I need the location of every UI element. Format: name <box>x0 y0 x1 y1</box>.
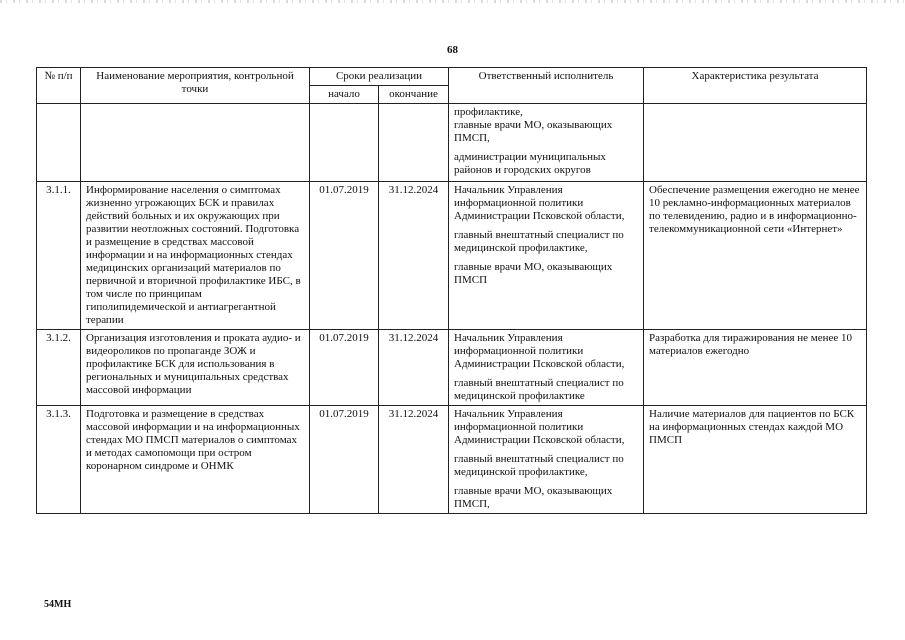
cell-name: Информирование населения о симптомах жизненно угрожающих БСК и правилах действий больных и их окружающих при развитии неотложных состояний. Подготовка и размещение в средствах массовой информации и на информационных стендах медицинских организаций материалов по первичной и вторичной профилактике ИБС, в том числе по принципам гиполипидемической и антиагрегантной терапии <box>81 182 310 330</box>
cell-start: 01.07.2019 <box>310 330 379 406</box>
cell-end: 31.12.2024 <box>379 182 449 330</box>
cell-name: Организация изготовления и проката аудио- и видеороликов по пропаганде ЗОЖ и профилактике БСК для использования в региональных и муниципальных средствах массовой информации <box>81 330 310 406</box>
responsible-line: профилактике, <box>454 106 523 118</box>
cell-num: 3.1.2. <box>37 330 81 406</box>
cell-result: Разработка для тиражирования не менее 10 материалов ежегодно <box>644 330 867 406</box>
responsible-line: главные врачи МО, оказывающих ПМСП <box>454 261 613 286</box>
header-name: Наименование мероприятия, контрольной точки <box>81 68 310 104</box>
header-terms: Сроки реализации <box>310 68 449 86</box>
header-row-1 <box>37 68 867 86</box>
cell-name <box>81 104 310 182</box>
footer-code: 54МН <box>44 599 72 610</box>
responsible-line: главный внештатный специалист по медицинской профилактике, <box>454 453 624 478</box>
table-row <box>37 406 867 514</box>
responsible-line: главный внештатный специалист по медицинской профилактике, <box>454 229 624 254</box>
table-row <box>37 330 867 406</box>
scan-artifact-strip <box>0 0 905 3</box>
header-result: Характеристика результата <box>644 68 867 104</box>
header-start: начало <box>310 86 379 104</box>
cell-num: 3.1.3. <box>37 406 81 514</box>
cell-num <box>37 104 81 182</box>
cell-num: 3.1.1. <box>37 182 81 330</box>
cell-responsible <box>449 406 644 514</box>
cell-result: Наличие материалов для пациентов по БСК на информационных стендах каждой МО ПМСП <box>644 406 867 514</box>
responsible-line: главный внештатный специалист по медицинской профилактике <box>454 377 624 402</box>
header-end: окончание <box>379 86 449 104</box>
cell-result <box>644 104 867 182</box>
cell-start: 01.07.2019 <box>310 406 379 514</box>
cell-end <box>379 104 449 182</box>
responsible-line: Начальник Управления информационной политики Администрации Псковской области, <box>454 184 625 222</box>
cell-start <box>310 104 379 182</box>
responsible-line: Начальник Управления информационной политики Администрации Псковской области, <box>454 408 625 446</box>
responsible-line: администрации муниципальных районов и городских округов <box>454 151 606 176</box>
continuation-row <box>37 104 867 182</box>
cell-responsible <box>449 104 644 182</box>
page-number: 68 <box>447 44 458 56</box>
header-responsible: Ответственный исполнитель <box>449 68 644 104</box>
cell-end: 31.12.2024 <box>379 406 449 514</box>
responsible-line: Начальник Управления информационной политики Администрации Псковской области, <box>454 332 625 370</box>
table-row <box>37 182 867 330</box>
cell-responsible <box>449 182 644 330</box>
responsible-line: главные врачи МО, оказывающих ПМСП, <box>454 119 613 144</box>
header-num: № п/п <box>37 68 81 104</box>
cell-result: Обеспечение размещения ежегодно не менее 10 рекламно-информационных материалов по телевидению, радио и в информационно-телекоммуникационной сети «Интернет» <box>644 182 867 330</box>
cell-end: 31.12.2024 <box>379 330 449 406</box>
cell-responsible <box>449 330 644 406</box>
responsible-line: главные врачи МО, оказывающих ПМСП, <box>454 485 613 510</box>
cell-name: Подготовка и размещение в средствах массовой информации и на информационных стендах МО ПМСП материалов о симптомах и методах самопомощи при остром коронарном синдроме и ОНМК <box>81 406 310 514</box>
measures-table <box>36 67 867 514</box>
cell-start: 01.07.2019 <box>310 182 379 330</box>
